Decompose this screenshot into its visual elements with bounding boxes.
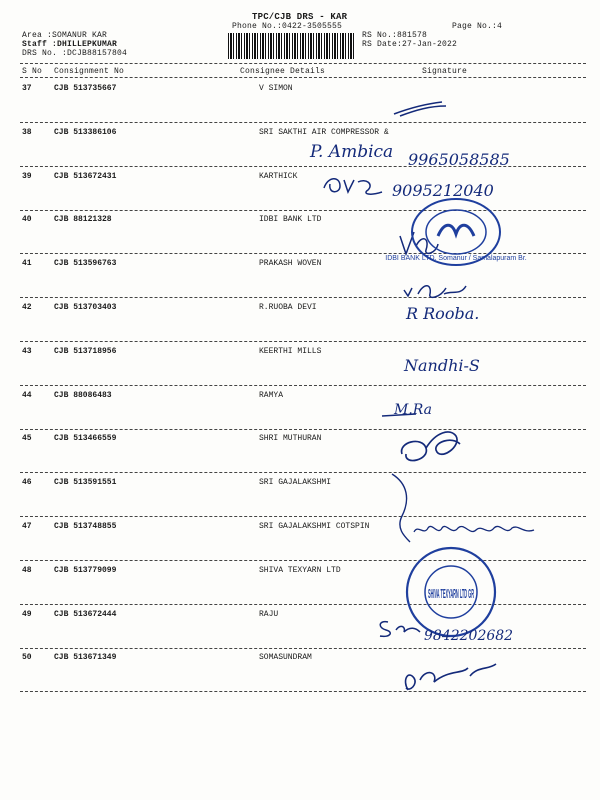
row-consignment-no: CJB 88121328 (54, 215, 112, 224)
row-consignment-no: CJB 513779099 (54, 566, 117, 575)
row-consignee: RAJU (259, 610, 279, 619)
row-consignment-no: CJB 513466559 (54, 434, 117, 443)
rs-number: RS No.:881578 (362, 31, 428, 40)
row-consignee: R.RUOBA DEVI (259, 303, 317, 312)
signature-49 (374, 616, 424, 640)
row-consignee: SOMASUNDRAM (259, 653, 312, 662)
row-consignment-no: CJB 88086483 (54, 391, 112, 400)
row-sno: 45 (22, 434, 32, 443)
row-sno: 37 (22, 84, 32, 93)
signature-41 (400, 278, 470, 304)
row-divider (20, 648, 586, 649)
column-consignment: Consignment No (54, 67, 125, 76)
row-consignee: SHRI MUTHURAN (259, 434, 322, 443)
phone-number: Phone No.:0422-3505555 (232, 22, 343, 31)
row-consignment-no: CJB 513748855 (54, 522, 117, 531)
page-number: Page No.:4 (452, 22, 503, 31)
row-divider (20, 297, 586, 298)
row-divider (20, 472, 586, 473)
row-consignee: SRI SAKTHI AIR COMPRESSOR & (259, 128, 389, 137)
row-consignee: SHIVA TEXYARN LTD (259, 566, 341, 575)
row-sno: 40 (22, 215, 32, 224)
row-sno: 50 (22, 653, 32, 662)
signature-42: R Rooba. (406, 304, 480, 323)
signature-45 (396, 424, 466, 470)
signature-44-underline (380, 410, 420, 420)
drs-number: DRS No. :DCJB88157804 (22, 49, 128, 58)
row-sno: 48 (22, 566, 32, 575)
signature-38-phone: 9965058585 (408, 150, 510, 169)
row-divider (20, 429, 586, 430)
signature-38-name: P. Ambica (310, 142, 394, 162)
signature-39 (318, 170, 388, 198)
row-consignee: KARTHICK (259, 172, 298, 181)
row-consignee: PRAKASH WOVEN (259, 259, 322, 268)
row-sno: 39 (22, 172, 32, 181)
row-sno: 46 (22, 478, 32, 487)
row-consignment-no: CJB 513591551 (54, 478, 117, 487)
row-consignment-no: CJB 513672444 (54, 610, 117, 619)
row-sno: 49 (22, 610, 32, 619)
column-sno: S No (22, 67, 43, 76)
signature-50 (398, 660, 508, 696)
document-title: TPC/CJB DRS - KAR (252, 12, 348, 22)
signature-37 (390, 96, 450, 120)
row-consignee: KEERTHI MILLS (259, 347, 322, 356)
row-consignment-no: CJB 513672431 (54, 172, 117, 181)
staff-label: Staff :DHILLEPKUMAR (22, 40, 118, 49)
row-sno: 44 (22, 391, 32, 400)
row-divider (20, 516, 586, 517)
signature-44: M.Ra (394, 402, 432, 418)
idbi-bank-stamp (385, 196, 527, 268)
row-consignment-no: CJB 513386106 (54, 128, 117, 137)
row-consignee: RAMYA (259, 391, 284, 400)
row-consignment-no: CJB 513596763 (54, 259, 117, 268)
row-divider (20, 604, 586, 605)
row-divider (20, 560, 586, 561)
shiva-stamp-text: SHIVA TEXYARN LTD GR (428, 586, 475, 601)
row-sno: 38 (22, 128, 32, 137)
row-divider (20, 385, 586, 386)
row-consignee: IDBI BANK LTD (259, 215, 322, 224)
rs-date: RS Date:27-Jan-2022 (362, 40, 458, 49)
column-signature: Signature (422, 67, 468, 76)
row-sno: 42 (22, 303, 32, 312)
row-consignee: SRI GAJALAKSHMI (259, 478, 332, 487)
column-consignee: Consignee Details (240, 67, 326, 76)
row-sno: 41 (22, 259, 32, 268)
row-consignment-no: CJB 513735667 (54, 84, 117, 93)
row-sno: 43 (22, 347, 32, 356)
row-consignment-no: CJB 513703403 (54, 303, 117, 312)
row-consignee: SRI GAJALAKSHMI COTSPIN (259, 522, 370, 531)
row-sno: 47 (22, 522, 32, 531)
row-consignment-no: CJB 513718956 (54, 347, 117, 356)
row-divider (20, 122, 586, 123)
signature-39-phone: 9095212040 (392, 181, 494, 200)
signature-43: Nandhi-S (404, 356, 480, 375)
area-label: Area :SOMANUR KAR (22, 31, 108, 40)
header-divider (20, 63, 586, 64)
row-consignment-no: CJB 513671349 (54, 653, 117, 662)
barcode (228, 33, 356, 59)
signature-49-phone: 9842202682 (424, 628, 514, 644)
column-header-divider (20, 77, 586, 78)
row-consignee: V SIMON (259, 84, 293, 93)
signature-47 (410, 520, 540, 540)
idbi-stamp-text: IDBI BANK LTD. Somanur / Samalapuram Br. (385, 255, 527, 262)
row-divider (20, 341, 586, 342)
